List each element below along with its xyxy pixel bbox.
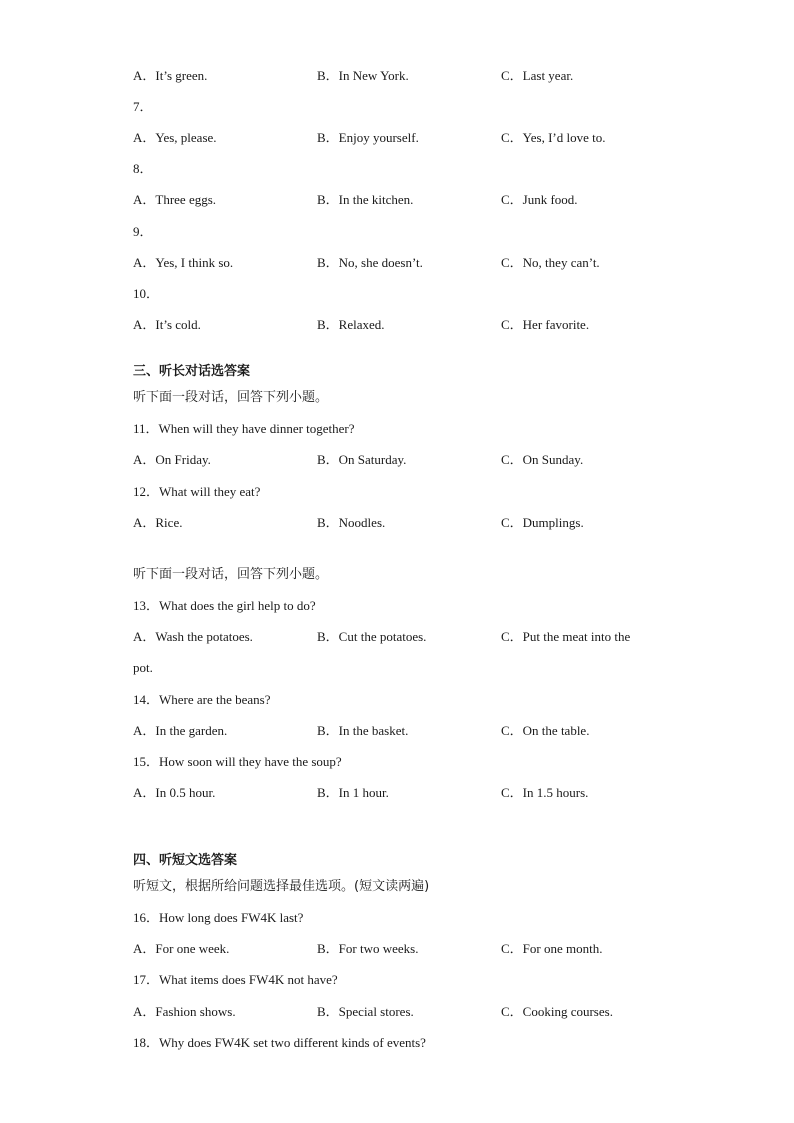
option-c: C．Last year. [501,68,574,83]
question-text: 17．What items does FW4K not have? [133,972,338,987]
option-b: B．For two weeks. [317,941,419,956]
option-c: C．Yes, I’d love to. [501,130,606,145]
option-b: B．Cut the potatoes. [317,629,427,644]
option-a: A．Rice. [133,515,183,530]
section-instruction: 听短文，根据所给问题选择最佳选项。(短文读两遍) [133,879,430,894]
question-text: 18．Why does FW4K set two different kinds of events? [133,1035,426,1050]
section-instruction: 听下面一段对话，回答下列小题。 [133,567,329,582]
question-text: 11．When will they have dinner together? [133,421,355,436]
section-heading: 三、听长对话选答案 [133,364,251,379]
option-c: C．Cooking courses. [501,1004,613,1019]
question-number: 9． [133,224,153,239]
question-text: 14．Where are the beans? [133,692,271,707]
section-heading: 四、听短文选答案 [133,853,238,868]
option-b: B．In the basket. [317,723,409,738]
option-c: C．Dumplings. [501,515,584,530]
option-a: A．For one week. [133,941,230,956]
option-b: B．Relaxed. [317,317,385,332]
question-number: 8． [133,161,153,176]
option-a: A．Yes, I think so. [133,255,234,270]
section-instruction: 听下面一段对话，回答下列小题。 [133,390,329,405]
option-a: A．It’s cold. [133,317,201,332]
option-c: C．Put the meat into the [501,629,631,644]
option-continuation: pot. [133,660,153,675]
option-a: A．It’s green. [133,68,208,83]
option-c: C．In 1.5 hours. [501,785,589,800]
question-text: 15．How soon will they have the soup? [133,754,342,769]
question-number: 7． [133,99,153,114]
option-a: A．In 0.5 hour. [133,785,216,800]
option-a: A．Fashion shows. [133,1004,236,1019]
option-c: C．On Sunday. [501,452,584,467]
option-c: C．No, they can’t. [501,255,600,270]
option-b: B．On Saturday. [317,452,407,467]
option-b: B．In the kitchen. [317,192,414,207]
option-a: A．Wash the potatoes. [133,629,253,644]
option-b: B．Noodles. [317,515,386,530]
question-number: 10． [133,286,160,301]
option-a: A．In the garden. [133,723,228,738]
question-text: 12．What will they eat? [133,484,261,499]
option-b: B．No, she doesn’t. [317,255,423,270]
option-b: B．Enjoy yourself. [317,130,419,145]
option-a: A．Three eggs. [133,192,217,207]
question-text: 16．How long does FW4K last? [133,910,304,925]
option-c: C．On the table. [501,723,590,738]
option-a: A．On Friday. [133,452,211,467]
option-b: B．In 1 hour. [317,785,389,800]
question-text: 13．What does the girl help to do? [133,598,316,613]
option-c: C．Her favorite. [501,317,590,332]
option-b: B．In New York. [317,68,409,83]
option-b: B．Special stores. [317,1004,414,1019]
option-c: C．Junk food. [501,192,578,207]
option-a: A．Yes, please. [133,130,217,145]
option-c: C．For one month. [501,941,603,956]
